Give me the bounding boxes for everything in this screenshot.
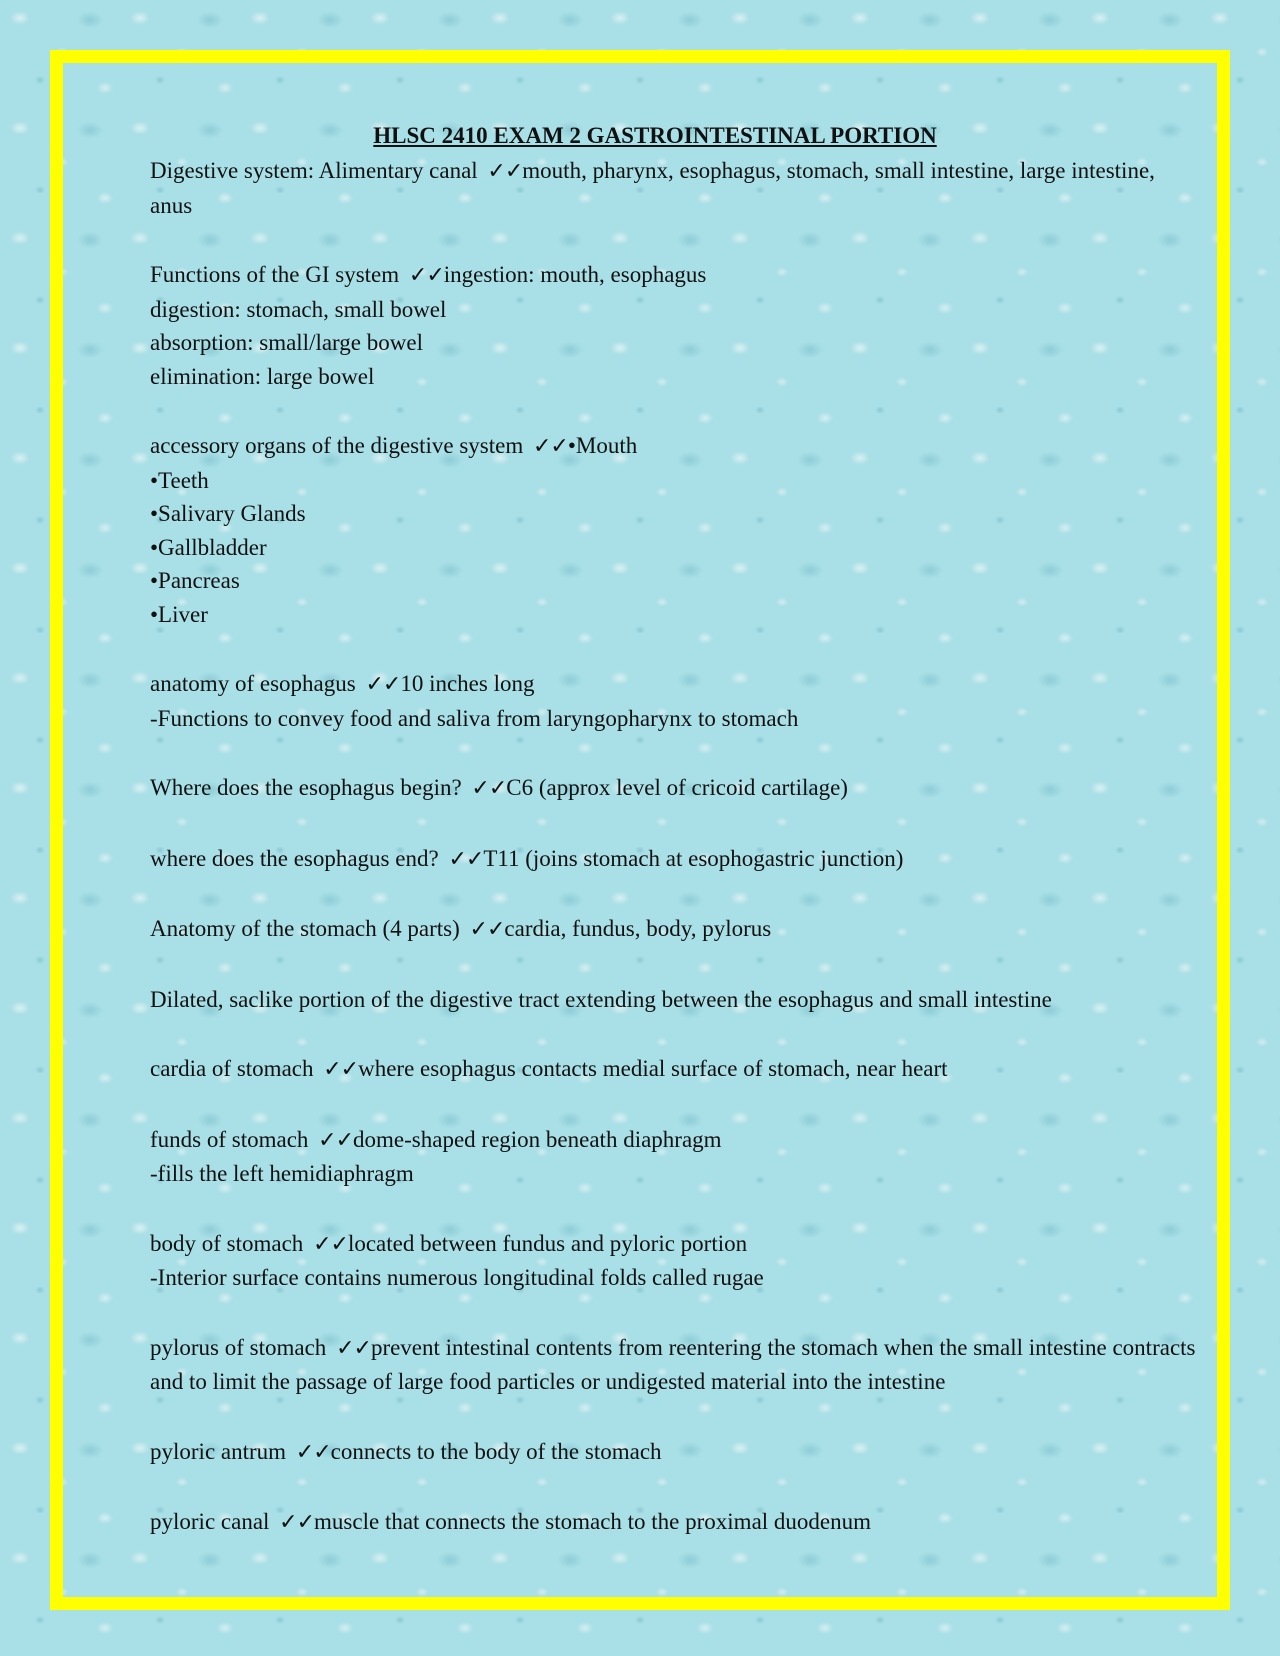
- document-title: HLSC 2410 EXAM 2 GASTROINTESTINAL PORTION: [373, 123, 937, 148]
- entry-first-line: [150, 258, 1200, 293]
- entry-first-line: [150, 842, 1200, 877]
- flashcard-entry: [150, 1505, 1200, 1540]
- flashcard-entry: [150, 842, 1200, 877]
- entry-answer: muscle that connects the stomach to the proximal duodenum: [314, 1509, 872, 1534]
- entry-answer: mouth, pharynx, esophagus, stomach, small intestine, large intestine, anus: [150, 158, 1155, 218]
- flashcard-entry: [150, 1331, 1200, 1399]
- entry-detail-line: digestion: stomach, small bowel: [150, 296, 447, 322]
- flashcard-entry: [150, 771, 1200, 806]
- flashcard-entry: [150, 258, 1200, 393]
- flashcard-entry: [150, 1435, 1200, 1470]
- entry-detail-line: •Liver: [150, 601, 208, 627]
- entry-answer: located between fundus and pyloric portion: [347, 1230, 748, 1256]
- entry-term: funds of stomach: [150, 1126, 309, 1152]
- double-check-icon: ✓✓: [279, 1510, 315, 1535]
- flashcard-entry: [150, 1123, 1200, 1191]
- entry-term: cardia of stomach: [150, 1056, 314, 1081]
- entry-detail-line: •Gallbladder: [150, 534, 267, 560]
- entry-detail-line: •Pancreas: [150, 568, 240, 593]
- entry-term: Digestive system: Alimentary canal: [150, 158, 478, 183]
- entry-answer: where esophagus contacts medial surface of stomach, near heart: [358, 1056, 948, 1081]
- double-check-icon: ✓✓: [408, 263, 444, 288]
- double-check-icon: ✓✓: [295, 1439, 331, 1465]
- flashcard-entry: [150, 429, 1200, 631]
- double-check-icon: ✓✓: [469, 917, 505, 942]
- entry-term: accessory organs of the digestive system: [150, 433, 524, 458]
- entry-first-line: [150, 912, 1200, 947]
- entry-first-line: [150, 983, 1200, 1017]
- entry-term: body of stomach: [150, 1230, 304, 1256]
- entry-detail-line: •Salivary Glands: [150, 501, 306, 526]
- double-check-icon: ✓✓: [323, 1057, 359, 1082]
- entry-first-line: [150, 1123, 1200, 1158]
- entry-first-line: [150, 1227, 1200, 1262]
- flashcard-entry: [150, 1227, 1200, 1295]
- flashcard-entry: [150, 983, 1200, 1017]
- double-check-icon: ✓✓: [532, 434, 568, 459]
- entry-first-line: [150, 667, 1200, 702]
- flashcard-entry: [150, 667, 1200, 735]
- flashcard-list: [150, 154, 1200, 1540]
- entry-answer: T11 (joins stomach at esophogastric junction): [483, 845, 904, 871]
- entry-answer: cardia, fundus, body, pylorus: [504, 916, 772, 941]
- double-check-icon: ✓✓: [365, 672, 401, 697]
- entry-term: pylorus of stomach: [150, 1334, 327, 1360]
- entry-detail-line: -Interior surface contains numerous longitudinal folds called rugae: [150, 1265, 764, 1290]
- double-check-icon: ✓✓: [336, 1335, 371, 1361]
- entry-first-line: [150, 429, 1200, 464]
- flashcard-entry: [150, 1052, 1200, 1087]
- entry-first-line: [150, 154, 1200, 222]
- entry-answer: 10 inches long: [400, 671, 535, 696]
- entry-answer: ingestion: mouth, esophagus: [443, 262, 707, 287]
- entry-first-line: [150, 1505, 1200, 1540]
- entry-detail-line: elimination: large bowel: [150, 363, 375, 389]
- entry-detail-line: •Teeth: [150, 467, 209, 493]
- entry-answer: prevent intestinal contents from reentering the stomach when the small intestine contracts and to limit the passage of large food particles or undigested material into the intestine: [150, 1334, 1196, 1394]
- entry-first-line: [150, 771, 1200, 806]
- entry-first-line: [150, 1331, 1200, 1399]
- document-body: [150, 118, 1200, 1576]
- double-check-icon: ✓✓: [487, 159, 523, 184]
- entry-term: Functions of the GI system: [150, 262, 400, 287]
- entry-term: pyloric canal: [150, 1509, 270, 1534]
- entry-first-line: [150, 1435, 1200, 1470]
- entry-term: Anatomy of the stomach (4 parts): [150, 916, 460, 941]
- entry-first-line: [150, 1052, 1200, 1087]
- double-check-icon: ✓✓: [313, 1231, 348, 1257]
- double-check-icon: ✓✓: [318, 1127, 354, 1153]
- double-check-icon: ✓✓: [471, 776, 507, 801]
- entry-term: anatomy of esophagus: [150, 671, 356, 696]
- entry-detail-line: absorption: small/large bowel: [150, 330, 423, 355]
- entry-term: Where does the esophagus begin?: [150, 775, 462, 800]
- entry-term: pyloric antrum: [150, 1438, 287, 1464]
- flashcard-entry: [150, 912, 1200, 947]
- entry-detail-line: -Functions to convey food and saliva from laryngopharynx to stomach: [150, 705, 799, 731]
- double-check-icon: ✓✓: [448, 846, 484, 872]
- flashcard-entry: [150, 154, 1200, 222]
- entry-answer: connects to the body of the stomach: [330, 1438, 662, 1464]
- entry-answer: •Mouth: [567, 433, 638, 458]
- entry-detail-line: -fills the left hemidiaphragm: [150, 1161, 414, 1186]
- entry-term: where does the esophagus end?: [150, 845, 439, 871]
- entry-answer: C6 (approx level of cricoid cartilage): [506, 775, 848, 800]
- entry-answer: dome-shaped region beneath diaphragm: [353, 1126, 722, 1152]
- entry-term: Dilated, saclike portion of the digestive tract extending between the esophagus and small intestine: [150, 986, 1052, 1012]
